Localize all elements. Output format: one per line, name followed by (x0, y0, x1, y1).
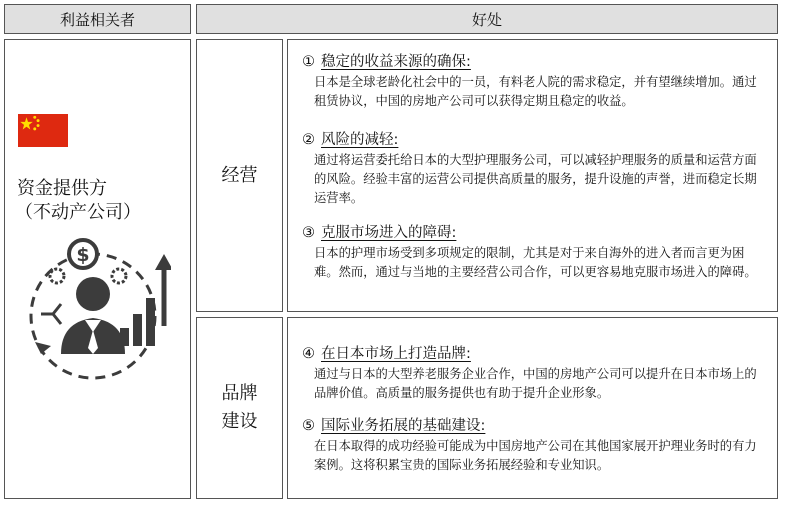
branding-benefits-cell (287, 317, 778, 499)
benefit-number: ③ (302, 225, 315, 241)
benefit-title: 在日本市场上打造品牌: (321, 346, 471, 362)
stakeholder-name-line1: 资金提供方 (17, 178, 107, 199)
benefit-body: 通过将运营委托给日本的大型护理服务公司，可以减轻护理服务的质量和运营方面的风险。经验丰富的运营公司提供高质量的服务，提升设施的声誉，进而稳定长期运营率。 (314, 153, 757, 205)
header-benefits-label: 好处 (471, 10, 502, 29)
benefit-item-3 (302, 223, 767, 282)
benefit-number: ② (302, 132, 315, 148)
benefit-number: ④ (302, 346, 315, 362)
header-benefits (196, 4, 778, 34)
benefit-number: ⑤ (302, 418, 315, 434)
benefit-body: 通过与日本的大型养老服务企业合作，中国的房地产公司可以提升在日本市场上的品牌价值。高质量的服务提供也有助于提升企业形象。 (314, 367, 757, 400)
benefit-item-1 (302, 52, 767, 111)
benefit-body: 在日本取得的成功经验可能成为中国房地产公司在其他国家展开护理业务时的有力案例。这将积累宝贵的国际业务拓展经验和专业知识。 (314, 439, 757, 472)
operations-benefits-cell (287, 39, 778, 312)
category-operations (196, 39, 283, 312)
header-stakeholder (4, 4, 191, 34)
svg-text:$: $ (76, 244, 90, 266)
benefit-body: 日本是全球老龄化社会中的一员，有料老人院的需求稳定，并有望继续增加。通过租赁协议，中国的房地产公司可以获得定期且稳定的收益。 (314, 75, 757, 108)
stakeholder-name (17, 177, 141, 225)
category-operations-label: 经营 (221, 164, 258, 186)
benefit-item-4 (302, 344, 767, 403)
benefit-number: ① (302, 54, 315, 70)
benefit-body: 日本的护理市场受到多项规定的限制，尤其是对于来自海外的进入者而言更为困难。然而，通过与当地的主要经营公司合作，可以更容易地克服市场进入的障碍。 (314, 246, 757, 279)
benefit-item-5 (302, 416, 767, 475)
investor-growth-icon (21, 236, 171, 391)
benefit-title: 稳定的收益来源的确保: (321, 54, 471, 70)
stakeholder-cell (4, 39, 191, 499)
benefit-title: 国际业务拓展的基础建设: (321, 418, 486, 434)
benefit-item-2 (302, 130, 767, 208)
stakeholder-name-line2: （不动产公司） (15, 202, 141, 223)
category-branding-label-line1: 品牌 (221, 383, 258, 404)
category-branding-label-line2: 建设 (221, 411, 258, 432)
benefit-title: 风险的减轻: (321, 132, 399, 148)
benefit-title: 克服市场进入的障碍: (321, 225, 457, 241)
header-stakeholder-label: 利益相关者 (59, 10, 135, 29)
china-flag-icon (18, 114, 68, 147)
category-branding (196, 317, 283, 499)
